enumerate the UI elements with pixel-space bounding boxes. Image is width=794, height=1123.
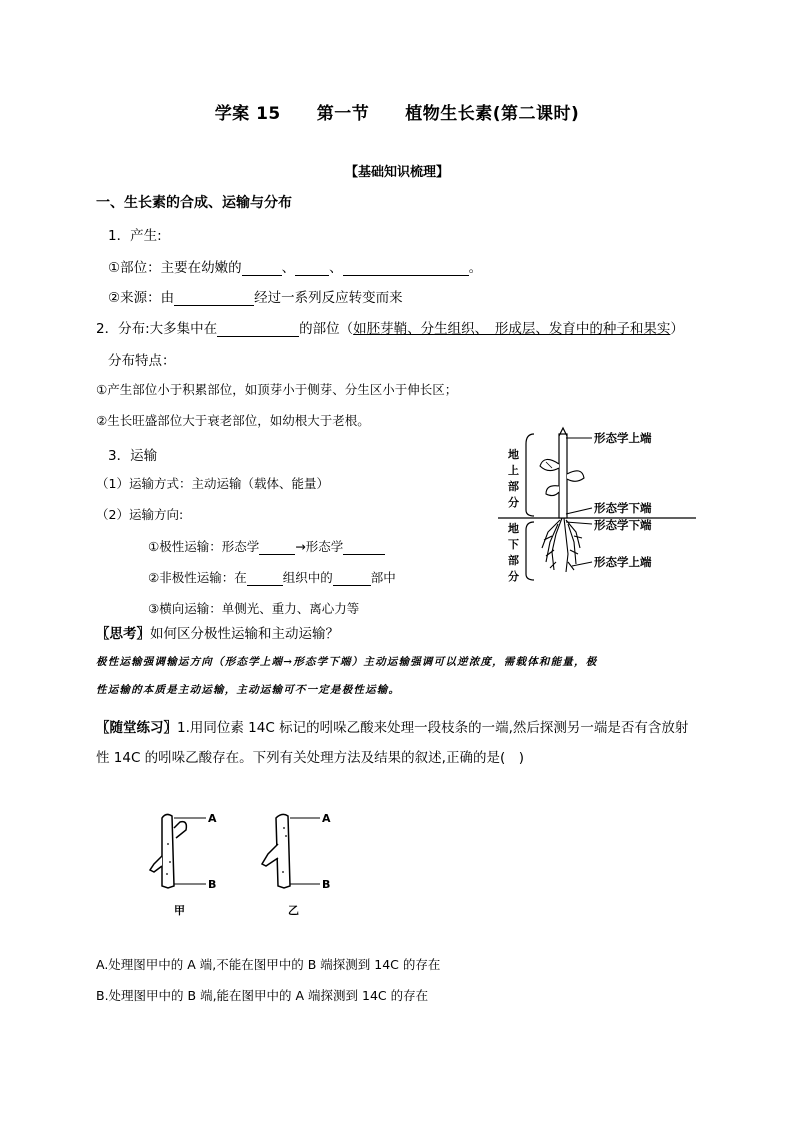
blank[interactable] xyxy=(333,571,371,586)
distribution-feature-2: ②生长旺盛部位大于衰老部位，如幼根大于老根。 xyxy=(96,413,370,428)
fig-jia-label-a: A xyxy=(208,812,217,825)
think-answer-1: 极性运输强调输运方向（形态学上端→形态学下端）主动运输强调可以逆浓度，需载体和能量，极 xyxy=(96,656,598,668)
item1-label: 1．产生: xyxy=(108,228,162,244)
blank[interactable] xyxy=(247,571,283,586)
lateral-transport: ③横向运输：单侧光、重力、离心力等 xyxy=(148,601,360,616)
fig-yi-label-b: B xyxy=(322,878,331,891)
label-root-upper: 形态学上端 xyxy=(594,555,652,569)
diagram-above-2: 上 xyxy=(508,464,519,477)
diagram-below-4: 分 xyxy=(508,570,519,583)
blank[interactable] xyxy=(217,322,299,337)
section-head: 【基础知识梳理】 xyxy=(344,165,449,180)
title-part1: 学案 15 xyxy=(214,104,281,124)
think-answer-2: 性运输的本质是主动运输，主动运输可不一定是极性运输。 xyxy=(96,684,401,696)
option-b[interactable]: B.处理图甲中的 B 端,能在图甲中的 A 端探测到 14C 的存在 xyxy=(96,988,429,1003)
title-part2: 第一节 xyxy=(316,104,370,124)
blank[interactable] xyxy=(174,291,254,306)
fig-yi-caption: 乙 xyxy=(288,904,299,917)
item1-sub2: ②来源：由 经过一系列反应转变而来 xyxy=(108,290,403,306)
diagram-above-3: 部 xyxy=(508,480,519,493)
think-tag: 〖思考〗 xyxy=(96,626,150,642)
think-question: 如何区分极性运输和主动运输？ xyxy=(150,626,339,642)
diagram-below-1: 地 xyxy=(508,522,519,535)
practice-q1-line2: 性 14C 的吲哚乙酸存在。下列有关处理方法及结果的叙述,正确的是( ) xyxy=(96,750,525,766)
diagram-above-4: 分 xyxy=(508,496,519,509)
diagram-below-2: 下 xyxy=(508,538,519,551)
heading-1: 一、生长素的合成、运输与分布 xyxy=(96,195,292,211)
polar-transport: ①极性运输：形态学 →形态学 xyxy=(148,537,385,555)
item2-line: 2．分布:大多集中在 的部位（如胚芽鞘、分生组织、 形成层、发育中的种子和果实） xyxy=(96,321,684,337)
fig-yi-label-a: A xyxy=(322,812,331,825)
title-part3: 植物生长素(第二课时) xyxy=(405,104,580,124)
practice-q1-line1: 1.用同位素 14C 标记的吲哚乙酸来处理一段枝条的一端,然后探测另一端是否有含放射 xyxy=(177,720,689,736)
label-root-lower: 形态学下端 xyxy=(594,518,652,532)
diagram-above-1: 地 xyxy=(508,448,519,461)
fig-jia-label-b: B xyxy=(208,878,217,891)
item3-label: 3．运输 xyxy=(108,448,158,464)
plant-diagram xyxy=(496,424,706,584)
blank[interactable] xyxy=(295,261,329,276)
transport-mode: （1）运输方式：主动运输（载体、能量） xyxy=(96,476,329,491)
item1-sub1: ①部位：主要在幼嫩的 、 、 。 xyxy=(108,260,483,276)
practice-tag: 〖随堂练习〗 xyxy=(96,720,177,736)
nonpolar-transport: ②非极性运输：在 组织中的 部中 xyxy=(148,570,396,585)
branch-figures xyxy=(140,804,350,924)
page-title xyxy=(0,99,794,124)
think-question-line xyxy=(96,622,339,642)
diagram-below-3: 部 xyxy=(508,554,519,567)
blank[interactable] xyxy=(242,261,282,276)
blank[interactable] xyxy=(259,540,295,555)
distribution-feature-title: 分布特点： xyxy=(108,353,176,369)
label-stem-lower: 形态学下端 xyxy=(594,501,652,515)
blank[interactable] xyxy=(343,261,469,276)
practice-line-1 xyxy=(96,716,688,736)
option-a[interactable]: A.处理图甲中的 A 端,不能在图甲中的 B 端探测到 14C 的存在 xyxy=(96,957,441,972)
transport-direction: （2）运输方向: xyxy=(96,507,184,522)
distribution-feature-1: ①产生部位小于积累部位，如顶芽小于侧芽、分生区小于伸长区； xyxy=(96,382,458,397)
fig-jia-caption: 甲 xyxy=(174,904,185,917)
blank[interactable] xyxy=(343,540,385,555)
label-apical-upper: 形态学上端 xyxy=(594,431,652,445)
